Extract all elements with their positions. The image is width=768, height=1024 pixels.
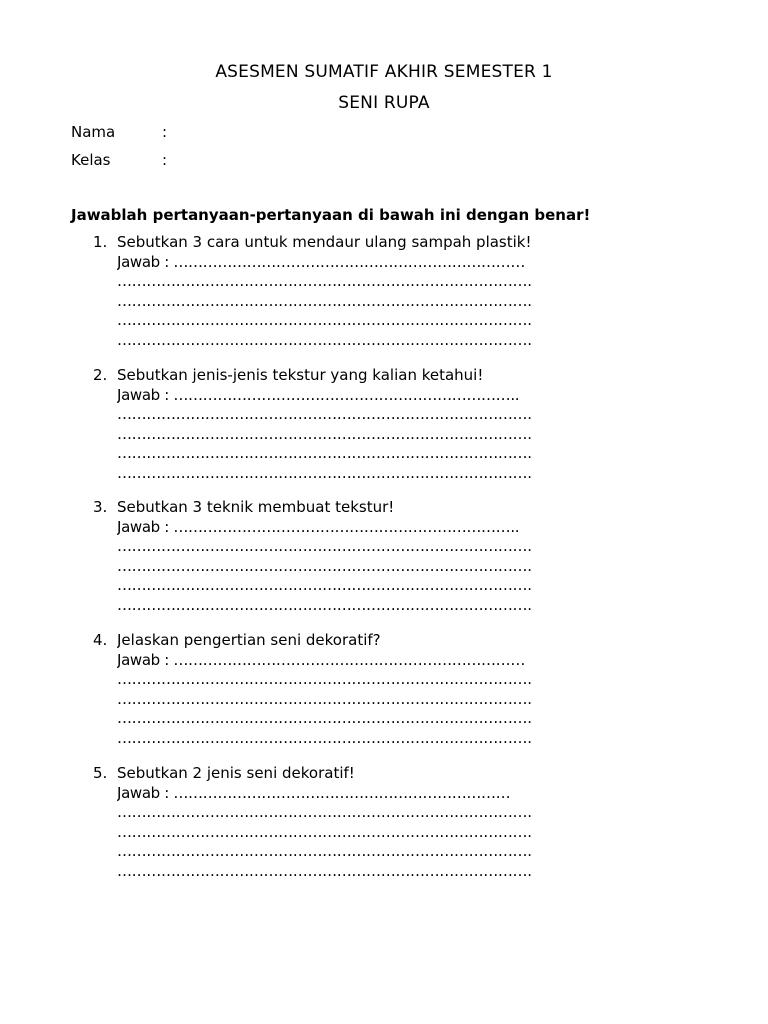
name-separator: : [162,123,168,141]
document-subject: SENI RUPA [338,93,430,113]
question-text: Sebutkan 3 cara untuk mendaur ulang sampah plastik! [117,233,532,251]
answer-line: …………………………………………………………………………. [117,556,532,575]
question-text: Jelaskan pengertian seni dekoratif? [117,631,381,649]
question-text: Sebutkan 3 teknik membuat tekstur! [117,498,395,516]
question-number: 1. [93,233,108,251]
class-field [71,150,167,170]
answer-line: …………………………………………………………………………. [117,272,532,291]
answer-prompt: Jawab : …………………………………………………………… [117,783,511,802]
answer-prompt: Jawab : …………………………………………………………….. [117,517,520,536]
name-label: Nama [71,123,116,141]
question-body [117,233,587,351]
answer-prompt: Jawab : ……………………………………………………………… [117,650,525,669]
question-number: 4. [93,631,108,649]
answer-line: …………………………………………………………………………. [117,861,532,880]
answer-line: …………………………………………………………………………. [117,311,532,330]
answer-prompt: Jawab : …………………………………………………………….. [117,385,520,404]
question-body [117,498,587,616]
answer-line: …………………………………………………………………………. [117,330,532,349]
document-title: ASESMEN SUMATIF AKHIR SEMESTER 1 [215,62,553,82]
class-label: Kelas [71,151,111,169]
answer-line: …………………………………………………………………………. [117,595,532,614]
question-number: 5. [93,764,108,782]
answer-line: …………………………………………………………………………. [117,822,532,841]
answer-line: …………………………………………………………………………. [117,537,532,556]
question-body [117,366,587,484]
question-number: 2. [93,366,108,384]
class-separator: : [162,151,168,169]
answer-line: …………………………………………………………………………. [117,405,532,424]
answer-line: …………………………………………………………………………. [117,689,532,708]
question-body [117,631,587,749]
instruction-text: Jawablah pertanyaan-pertanyaan di bawah ini dengan benar! [71,206,591,224]
answer-line: …………………………………………………………………………. [117,291,532,310]
answer-line: …………………………………………………………………………. [117,444,532,463]
answer-line: …………………………………………………………………………. [117,709,532,728]
answer-line: …………………………………………………………………………. [117,670,532,689]
name-field [71,122,167,142]
answer-line: …………………………………………………………………………. [117,803,532,822]
question-number: 3. [93,498,108,516]
answer-line: …………………………………………………………………………. [117,424,532,443]
question-body [117,764,587,882]
answer-line: …………………………………………………………………………. [117,728,532,747]
answer-line: …………………………………………………………………………. [117,463,532,482]
answer-line: …………………………………………………………………………. [117,842,532,861]
question-text: Sebutkan 2 jenis seni dekoratif! [117,764,355,782]
answer-prompt: Jawab : ……………………………………………………………… [117,252,525,271]
question-text: Sebutkan jenis-jenis tekstur yang kalian ketahui! [117,366,484,384]
answer-line: …………………………………………………………………………. [117,576,532,595]
